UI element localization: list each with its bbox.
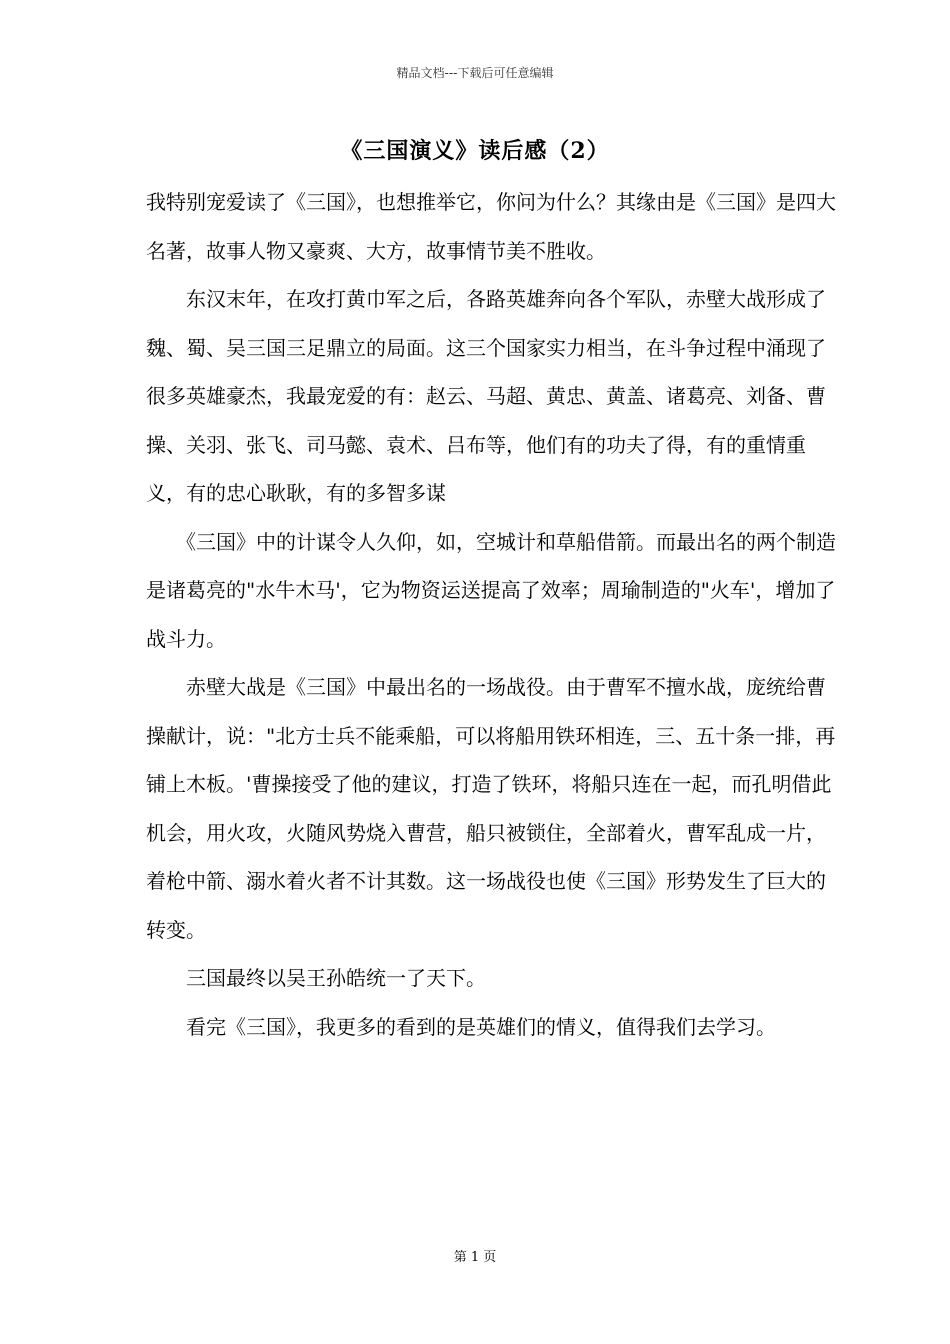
paragraph: 赤壁大战是《三国》中最出名的一场战役。由于曹军不擅水战，庞统给曹操献计，说："北方士兵不能乘船，可以将船用铁环相连，三、五十条一排，再铺上木板。'曹操接受了他的建议，打造了铁环，将船只连在一起，而孔明借此机会，用火攻，火随风势烧入曹营，船只被锁住，全部着火，曹军乱成一片，着枪中箭、溺水着火者不计其数。这一场战役也使《三国》形势发生了巨大的转变。 <box>146 675 836 942</box>
paragraph: 看完《三国》，我更多的看到的是英雄们的情义，值得我们去学习。 <box>146 1014 776 1039</box>
paragraph: 三国最终以吴王孙皓统一了天下。 <box>146 966 486 990</box>
page-number: 第 1 页 <box>453 1250 497 1265</box>
page-header-note: 精品文档---下载后可任意编辑 <box>396 66 554 80</box>
document-title: 《三国演义》读后感（2） <box>340 138 610 164</box>
document-body <box>146 178 836 1051</box>
paragraph: 我特别宠爱读了《三国》，也想推举它，你问为什么？其缘由是《三国》是四大名著，故事人物又豪爽、大方，故事情节美不胜收。 <box>146 190 836 263</box>
paragraph: 《三国》中的计谋令人久仰，如，空城计和草船借箭。而最出名的两个制造是诸葛亮的"水牛木马'，它为物资运送提高了效率；周瑜制造的"火车'，增加了战斗力。 <box>146 529 836 651</box>
paragraph: 东汉末年，在攻打黄巾军之后，各路英雄奔向各个军队，赤壁大战形成了魏、蜀、吴三国三足鼎立的局面。这三个国家实力相当，在斗争过程中涌现了很多英雄豪杰，我最宠爱的有：赵云、马超、黄忠、黄盖、诸葛亮、刘备、曹操、关羽、张飞、司马懿、袁术、吕布等，他们有的功夫了得，有的重情重义，有的忠心耿耿，有的多智多谋 <box>146 287 826 505</box>
